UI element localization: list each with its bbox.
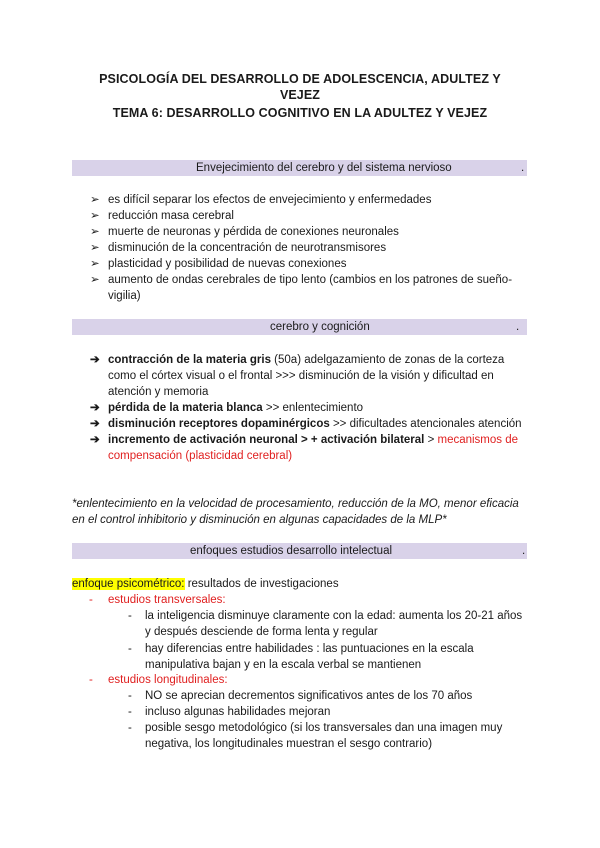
brain-cognition-list (90, 352, 530, 464)
topic-title: TEMA 6: DESARROLLO COGNITIVO EN LA ADULTEZ Y VEJEZ (112, 106, 488, 120)
arrow-bullet-icon: ➔ (90, 418, 100, 430)
list-item: ➔ incremento de activación neuronal > + activación bilateral > mecanismos de compensación (plasticidad cerebral) (90, 434, 519, 462)
arrow-bullet-icon: ➔ (90, 354, 100, 366)
section-heading-text: enfoques estudios desarrollo intelectual (190, 545, 393, 557)
dash-bullet: - (128, 706, 132, 718)
dash-bullet: - (128, 610, 132, 622)
arrow-bullet-icon: ➢ (90, 210, 100, 222)
arrow-bullet-icon: ➢ (90, 194, 100, 206)
list-item: posible sesgo metodológico (si los transversales dan una imagen muy negativa, los longitudinales muestran el sesgo contrario) (145, 722, 503, 750)
list-item: ➔ disminución receptores dopaminérgicos >> dificultades atencionales atención (90, 418, 522, 430)
approach-label: enfoque psicométrico: (72, 578, 185, 590)
dash-bullet: - (128, 722, 132, 734)
dash-bullet: - (89, 674, 93, 686)
list-item: ➢ es difícil separar los efectos de envejecimiento y enfermedades (90, 194, 432, 206)
transversal-studies-label: estudios transversales: (108, 594, 226, 606)
arrow-bullet-icon: ➢ (90, 274, 100, 286)
dash-bullet: - (128, 690, 132, 702)
dash-bullet: - (128, 643, 132, 655)
list-item: ➢ disminución de la concentración de neurotransmisores (90, 242, 387, 254)
list-item: ➔ contracción de la materia gris (50a) adelgazamiento de zonas de la corteza como el córtex visual o el frontal >>> disminución de la visión y dificultad en atención y memoria (90, 354, 505, 398)
list-item: NO se aprecian decrementos significativos antes de los 70 años (145, 690, 473, 702)
course-title-line-1: PSICOLOGÍA DEL DESARROLLO DE ADOLESCENCIA, ADULTEZ Y (99, 72, 501, 86)
section-heading-text: Envejecimiento del cerebro y del sistema nervioso (196, 162, 452, 174)
section-heading-brain-aging (72, 160, 527, 176)
section-heading-dot: . (522, 545, 526, 557)
summary-note: *enlentecimiento en la velocidad de procesamiento, reducción de la MO, menor eficacia en el control inhibitorio y disminución en algunas capacidades de la MLP* (72, 498, 519, 526)
arrow-bullet-icon: ➢ (90, 258, 100, 270)
list-item: ➢ aumento de ondas cerebrales de tipo lento (cambios en los patrones de sueño-vigilia) (90, 274, 513, 302)
dash-bullet: - (89, 594, 93, 606)
list-item: hay diferencias entre habilidades : las puntuaciones en la escala manipulativa bajan y en la escala verbal se mantienen (145, 643, 474, 671)
list-item: la inteligencia disminuye claramente con la edad: aumenta los 20-21 años y después desciende de forma lenta y regular (145, 610, 523, 638)
section-heading-dot: . (521, 162, 525, 174)
brain-aging-list (90, 192, 530, 304)
course-title-line-2: VEJEZ (279, 88, 321, 102)
arrow-bullet-icon: ➢ (90, 242, 100, 254)
arrow-bullet-icon: ➢ (90, 226, 100, 238)
section-heading-intellectual-development (72, 543, 527, 559)
list-item: ➢ plasticidad y posibilidad de nuevas conexiones (90, 258, 347, 270)
section-heading-text: cerebro y cognición (270, 321, 370, 333)
arrow-bullet-icon: ➔ (90, 434, 100, 446)
list-item: incluso algunas habilidades mejoran (145, 706, 331, 718)
section-heading-brain-cognition (72, 319, 527, 335)
psychometric-approach: enfoque psicométrico: resultados de investigaciones (72, 578, 339, 590)
longitudinal-studies-label: estudios longitudinales: (108, 674, 228, 686)
section-heading-dot: . (516, 321, 520, 333)
list-item: ➢ reducción masa cerebral (90, 210, 234, 222)
arrow-bullet-icon: ➔ (90, 402, 100, 414)
list-item: ➔ pérdida de la materia blanca >> enlentecimiento (90, 402, 364, 414)
list-item: ➢ muerte de neuronas y pérdida de conexiones neuronales (90, 226, 399, 238)
